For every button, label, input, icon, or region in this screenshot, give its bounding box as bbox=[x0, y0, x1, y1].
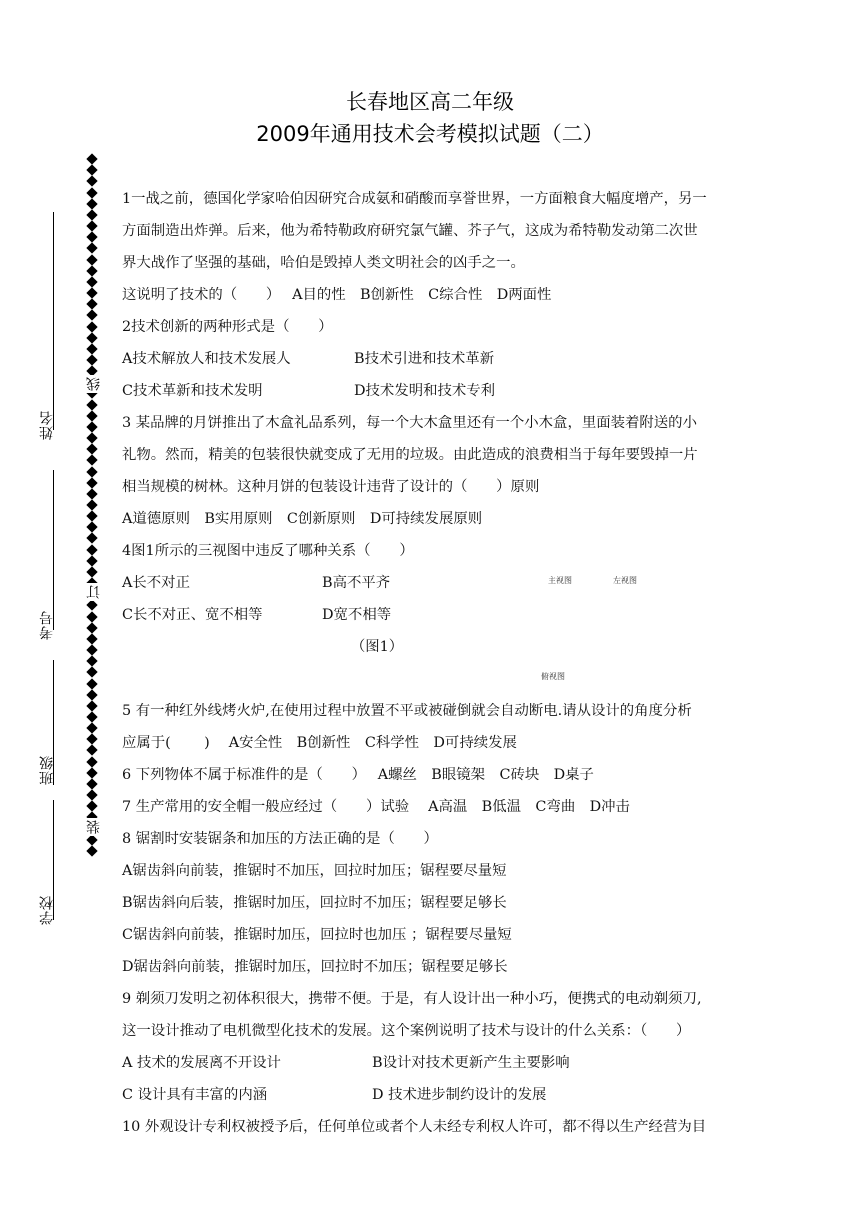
q8-option-b: B锯齿斜向后装，推锯时加压，回拉时不加压；锯程要足够长 bbox=[122, 895, 507, 911]
binding-diamond bbox=[86, 622, 97, 633]
binding-diamond bbox=[86, 544, 97, 555]
binding-diamond bbox=[86, 722, 97, 733]
q6-line: 6 下列物体不属于标准件的是（ ） A螺丝 B眼镜架 C砖块 D桌子 bbox=[122, 767, 594, 783]
q8-stem: 8 锯割时安装锯条和加压的方法正确的是（ ） bbox=[122, 831, 438, 847]
binding-diamond bbox=[86, 689, 97, 700]
q1-options: 这说明了技术的（ ） A目的性 B创新性 C综合性 D两面性 bbox=[122, 287, 552, 303]
binding-diamond bbox=[86, 455, 97, 466]
binding-diamond bbox=[86, 656, 97, 667]
binding-diamond bbox=[86, 756, 97, 767]
q2-option-d: D技术发明和技术专利 bbox=[354, 383, 496, 399]
binding-diamond bbox=[86, 287, 97, 298]
binding-diamond bbox=[86, 667, 97, 678]
binding-diamond bbox=[86, 555, 97, 566]
bind-label-xian: 线 bbox=[86, 377, 102, 391]
binding-diamond bbox=[86, 410, 97, 421]
exam-no-label: 考号 bbox=[39, 610, 55, 640]
q9-options-row2 bbox=[122, 1079, 742, 1111]
binding-diamond bbox=[86, 499, 97, 510]
q9-options-row1 bbox=[122, 1047, 742, 1079]
binding-diamond bbox=[86, 633, 97, 644]
q2-option-b: B技术引进和技术革新 bbox=[354, 351, 495, 367]
binding-diamond bbox=[86, 354, 97, 365]
q8-option-c: C锯齿斜向前装，推锯时加压，回拉时也加压 ；锯程要尽量短 bbox=[122, 927, 512, 943]
name-label: 姓名 bbox=[39, 410, 55, 440]
binding-diamond bbox=[86, 165, 97, 176]
binding-diamond bbox=[86, 678, 97, 689]
binding-diamond bbox=[86, 745, 97, 756]
binding-diamond bbox=[86, 310, 97, 321]
binding-diamond bbox=[86, 343, 97, 354]
q4-options-row2 bbox=[122, 599, 742, 631]
q3-options: A道德原则 B实用原则 C创新原则 D可持续发展原则 bbox=[122, 511, 483, 527]
q9-line2: 这一设计推动了电机微型化技术的发展。这个案例说明了技术与设计的什么关系：（ ） bbox=[122, 1023, 691, 1039]
q7-line: 7 生产常用的安全帽一般应经过（ ）试验 A高温 B低温 C弯曲 D冲击 bbox=[122, 799, 630, 815]
binding-diamond bbox=[86, 510, 97, 521]
binding-diamond bbox=[86, 845, 97, 856]
q4-stem: 4图1所示的三视图中违反了哪种关系（ ） bbox=[122, 543, 414, 559]
q4-option-d: D宽不相等 bbox=[322, 607, 392, 623]
q1-line2: 方面制造出炸弹。后来，他为希特勒政府研究氯气罐、芥子气，这成为希特勒发动第二次世 bbox=[122, 223, 698, 239]
q4-options-row1 bbox=[122, 567, 742, 599]
q4-figure-spacer bbox=[122, 663, 742, 695]
q5-line2: 应属于( ) A安全性 B创新性 C科学性 D可持续发展 bbox=[122, 735, 517, 751]
q4-option-a: A长不对正 bbox=[122, 575, 190, 591]
binding-diamond bbox=[86, 421, 97, 432]
q1-line1: 1一战之前，德国化学家哈伯因研究合成氨和硝酸而享誉世界，一方面粮食大幅度增产，另一 bbox=[122, 191, 707, 207]
q9-line1: 9 剃须刀发明之初体积很大，携带不便。于是，有人设计出一种小巧，便携式的电动剃须刀, bbox=[122, 991, 702, 1007]
bind-label-ding: 订 bbox=[86, 585, 102, 599]
bind-label-zhuang: 装 bbox=[86, 820, 102, 834]
q2-options-row2 bbox=[122, 375, 742, 407]
binding-diamond bbox=[86, 711, 97, 722]
q3-line3: 相当规模的树林。这种月饼的包装设计违背了设计的（ ）原则 bbox=[122, 479, 540, 495]
binding-diamond bbox=[86, 243, 97, 254]
binding-diamond bbox=[86, 444, 97, 455]
q9-option-d: D 技术进步制约设计的发展 bbox=[372, 1087, 547, 1103]
binding-diamond bbox=[86, 232, 97, 243]
binding-diamond bbox=[86, 220, 97, 231]
binding-diamond bbox=[86, 644, 97, 655]
q3-line1: 3 某品牌的月饼推出了木盒礼品系列，每一个大木盒里还有一个小木盒，里面装着附送的小 bbox=[122, 415, 697, 431]
q8-option-a: A锯齿斜向前装，推锯时不加压，回拉时加压；锯程要尽量短 bbox=[122, 863, 507, 879]
binding-diamond bbox=[86, 533, 97, 544]
binding-diamond bbox=[86, 477, 97, 488]
front-view-label: 主视图 bbox=[548, 576, 572, 585]
binding-diamond bbox=[86, 187, 97, 198]
binding-diamond bbox=[86, 522, 97, 533]
binding-diamond bbox=[86, 332, 97, 343]
binding-diamond bbox=[86, 778, 97, 789]
q2-option-a: A技术解放人和技术发展人 bbox=[122, 351, 291, 367]
page-title-line2: 2009年通用技术会考模拟试题（二） bbox=[256, 122, 604, 146]
page-title-line1: 长春地区高二年级 bbox=[346, 90, 514, 114]
q8-option-d: D锯齿斜向前装，推锯时加压，回拉时不加压；锯程要足够长 bbox=[122, 959, 508, 975]
q4-figure-caption: （图1） bbox=[350, 639, 404, 655]
binding-diamond bbox=[86, 700, 97, 711]
binding-diamond bbox=[86, 789, 97, 800]
q2-option-c: C技术革新和技术发明 bbox=[122, 383, 263, 399]
top-view-label: 俯视图 bbox=[541, 672, 565, 681]
binding-diamond bbox=[86, 254, 97, 265]
q1-line3: 界大战作了坚强的基础，哈伯是毁掉人类文明社会的凶手之一。 bbox=[122, 255, 525, 271]
name-underline bbox=[53, 212, 54, 430]
q2-stem: 2技术创新的两种形式是（ ） bbox=[122, 319, 333, 335]
class-label: 班级 bbox=[39, 755, 55, 785]
binding-diamond bbox=[86, 299, 97, 310]
binding-diamond bbox=[86, 209, 97, 220]
binding-diamond bbox=[86, 176, 97, 187]
binding-diamond bbox=[86, 566, 97, 577]
binding-diamond bbox=[86, 600, 97, 611]
binding-diamond bbox=[86, 198, 97, 209]
binding-diamond bbox=[86, 265, 97, 276]
binding-diamond bbox=[86, 321, 97, 332]
binding-diamond bbox=[86, 276, 97, 287]
questions-body bbox=[122, 183, 742, 1143]
q9-option-a: A 技术的发展离不开设计 bbox=[122, 1055, 281, 1071]
q5-line1: 5 有一种红外线烤火炉,在使用过程中放置不平或被碰倒就会自动断电.请从设计的角度分析 bbox=[122, 703, 692, 719]
binding-diamond bbox=[86, 767, 97, 778]
binding-diamond bbox=[86, 432, 97, 443]
binding-diamond bbox=[86, 734, 97, 745]
binding-diamond bbox=[86, 153, 97, 164]
binding-diamond bbox=[86, 466, 97, 477]
q4-option-c: C长不对正、宽不相等 bbox=[122, 607, 263, 623]
binding-diamond-column bbox=[84, 152, 100, 858]
q2-options-row1 bbox=[122, 343, 742, 375]
q9-option-b: B设计对技术更新产生主要影响 bbox=[372, 1055, 570, 1071]
q9-option-c: C 设计具有丰富的内涵 bbox=[122, 1087, 268, 1103]
q10-line1: 10 外观设计专利权被授予后，任何单位或者个人未经专利权人许可，都不得以生产经营为目 bbox=[122, 1119, 707, 1135]
binding-diamond bbox=[86, 801, 97, 812]
q3-line2: 礼物。然而，精美的包装很快就变成了无用的垃圾。由此造成的浪费相当于每年要毁掉一片 bbox=[122, 447, 698, 463]
left-view-label: 左视图 bbox=[613, 576, 637, 585]
binding-diamond bbox=[86, 488, 97, 499]
binding-diamond bbox=[86, 399, 97, 410]
school-label: 学校 bbox=[39, 895, 55, 925]
q4-option-b: B高不平齐 bbox=[322, 575, 391, 591]
binding-diamond bbox=[86, 611, 97, 622]
exam-no-underline bbox=[53, 470, 54, 630]
